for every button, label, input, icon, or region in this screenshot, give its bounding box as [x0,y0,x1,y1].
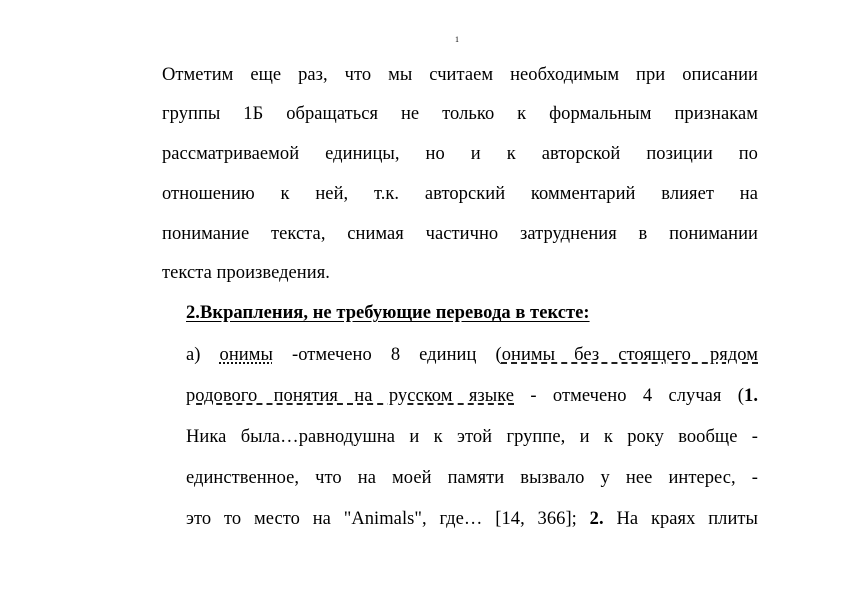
term-underlined: онимы без стоящего рядом [501,345,758,365]
term-underlined: родового понятия на русском языке [186,386,515,406]
text-line: единственное, что на моей памяти вызвало у нее интерес, - [186,468,758,488]
text-fragment: На краях плиты [603,509,759,529]
term-onimy: онимы [219,345,273,365]
text-fragment: это то место на "Animals", где… [14, 366]; [186,509,590,529]
heading-text: 2.Вкрапления, не требующие перевода в тексте: [186,303,590,323]
section-heading [186,302,590,324]
text-line: текста произведения. [162,263,330,283]
example-number: 2. [589,509,604,529]
text-line [186,385,758,407]
text-line: рассматриваемой единицы, но и к авторской позиции по [162,144,758,164]
text-line [186,344,758,366]
text-fragment: - отмечено 4 случая ( [514,386,745,406]
text-line [186,508,758,530]
text-fragment: а) [186,345,220,365]
text-line: группы 1Б обращаться не только к формальным признакам [162,104,758,124]
page-number: 1 [455,35,459,44]
text-line: Отметим еще раз, что мы считаем необходимым при описании [162,65,758,85]
text-line: отношению к ней, т.к. авторский комментарий влияет на [162,184,758,204]
example-number: 1. [744,386,759,406]
text-fragment: -отмечено 8 единиц ( [272,345,502,365]
text-line: понимание текста, снимая частично затруднения в понимании [162,224,758,244]
text-line: Ника была…равнодушна и к этой группе, и к року вообще - [186,427,758,447]
